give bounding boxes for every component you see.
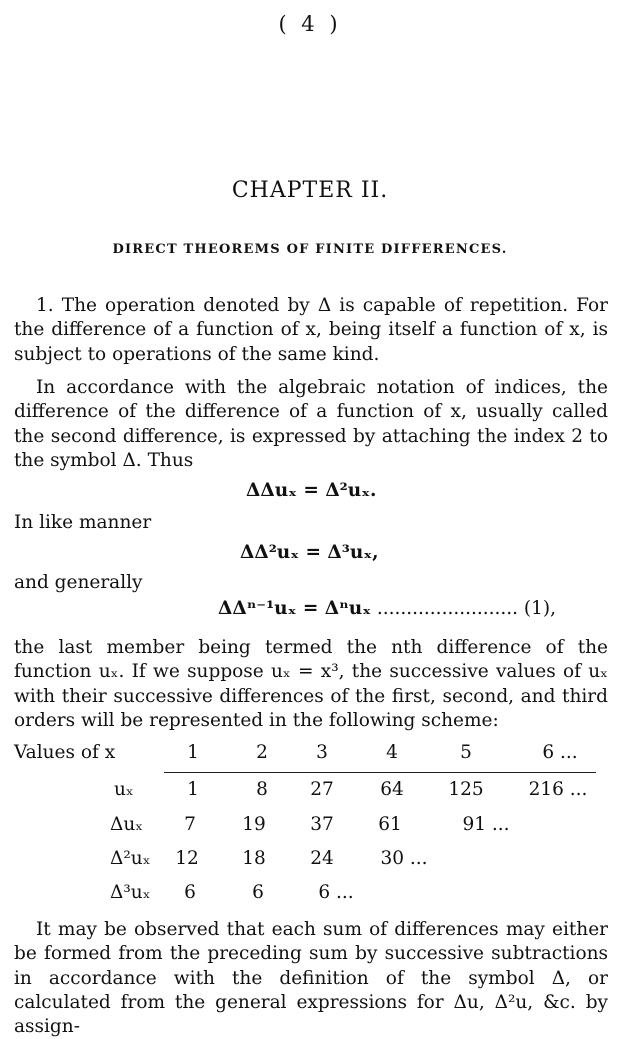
equation-1: ΔΔuₓ = Δ²uₓ.	[246, 480, 377, 501]
table-cell: 6	[184, 882, 196, 903]
table-cell: 6 ...	[318, 882, 354, 903]
paragraph-5	[14, 918, 608, 1039]
text-in-like-manner: In like manner	[14, 512, 152, 533]
table-cell: 91 ...	[462, 814, 510, 835]
table-rule	[164, 772, 596, 773]
table-cell: 24	[310, 848, 334, 869]
table-header-cell: 5	[460, 742, 472, 763]
table-cell: 216 ...	[528, 779, 588, 800]
page-number: ( 4 )	[278, 12, 342, 36]
chapter-subtitle: DIRECT THEOREMS OF FINITE DIFFERENCES.	[112, 242, 508, 257]
table-header-cell: 4	[386, 742, 398, 763]
table-header-cell: 2	[256, 742, 268, 763]
paragraph-2-text: In accordance with the algebraic notation of indices, the difference of the difference of a function of x, usually called the second difference, is expressed by attaching the index 2 to the symbol Δ. Thus	[14, 377, 608, 471]
paragraph-1	[14, 294, 608, 367]
table-cell: 27	[310, 779, 334, 800]
table-row-label: uₓ	[114, 779, 134, 800]
table-cell: 64	[380, 779, 404, 800]
table-header-cell: 1	[187, 742, 199, 763]
table-cell: 7	[184, 814, 196, 835]
table-cell: 1	[187, 779, 199, 800]
table-cell: 6	[252, 882, 264, 903]
table-cell: 37	[310, 814, 334, 835]
equation-3-body: ΔΔⁿ⁻¹uₓ = Δⁿuₓ	[218, 598, 371, 619]
paragraph-1-text: 1. The operation denoted by Δ is capable of repetition. For the difference of a function of x, being itself a function of x, is subject to operations of the same kind.	[14, 295, 608, 365]
table-row-label: Δuₓ	[110, 814, 144, 835]
table-cell: 19	[242, 814, 266, 835]
table-header-cell: 3	[316, 742, 328, 763]
table-cell: 18	[242, 848, 266, 869]
paragraph-2	[14, 376, 608, 473]
table-cell: 30 ...	[380, 848, 428, 869]
equation-3	[218, 598, 556, 619]
equation-2: ΔΔ²uₓ = Δ³uₓ,	[240, 542, 379, 563]
table-row-label: Δ³uₓ	[110, 882, 151, 903]
table-cell: 12	[175, 848, 199, 869]
table-cell: 125	[448, 779, 484, 800]
text-and-generally: and generally	[14, 572, 143, 593]
table-row-label: Δ²uₓ	[110, 848, 151, 869]
table-header-cell: 6 ...	[542, 742, 578, 763]
chapter-title: CHAPTER II.	[231, 178, 389, 203]
paragraph-4: the last member being termed the nth difference of the function uₓ. If we suppose uₓ = x³, the successive values of uₓ with their successive differences of the first, second, and third orders will be represented in the following scheme:	[14, 637, 608, 731]
table-cell: 61	[378, 814, 402, 835]
equation-3-number: (1),	[523, 598, 556, 619]
table-cell: 8	[256, 779, 268, 800]
paragraph-5-text: It may be observed that each sum of differences may either be formed from the preceding sum by successive subtractions in accordance with the definition of the symbol Δ, or calculated from the general expressions for Δu, Δ²u, &c. by assign-	[14, 919, 608, 1038]
equation-3-leader: ........................	[371, 598, 524, 619]
table-header-label: Values of x	[14, 742, 116, 763]
